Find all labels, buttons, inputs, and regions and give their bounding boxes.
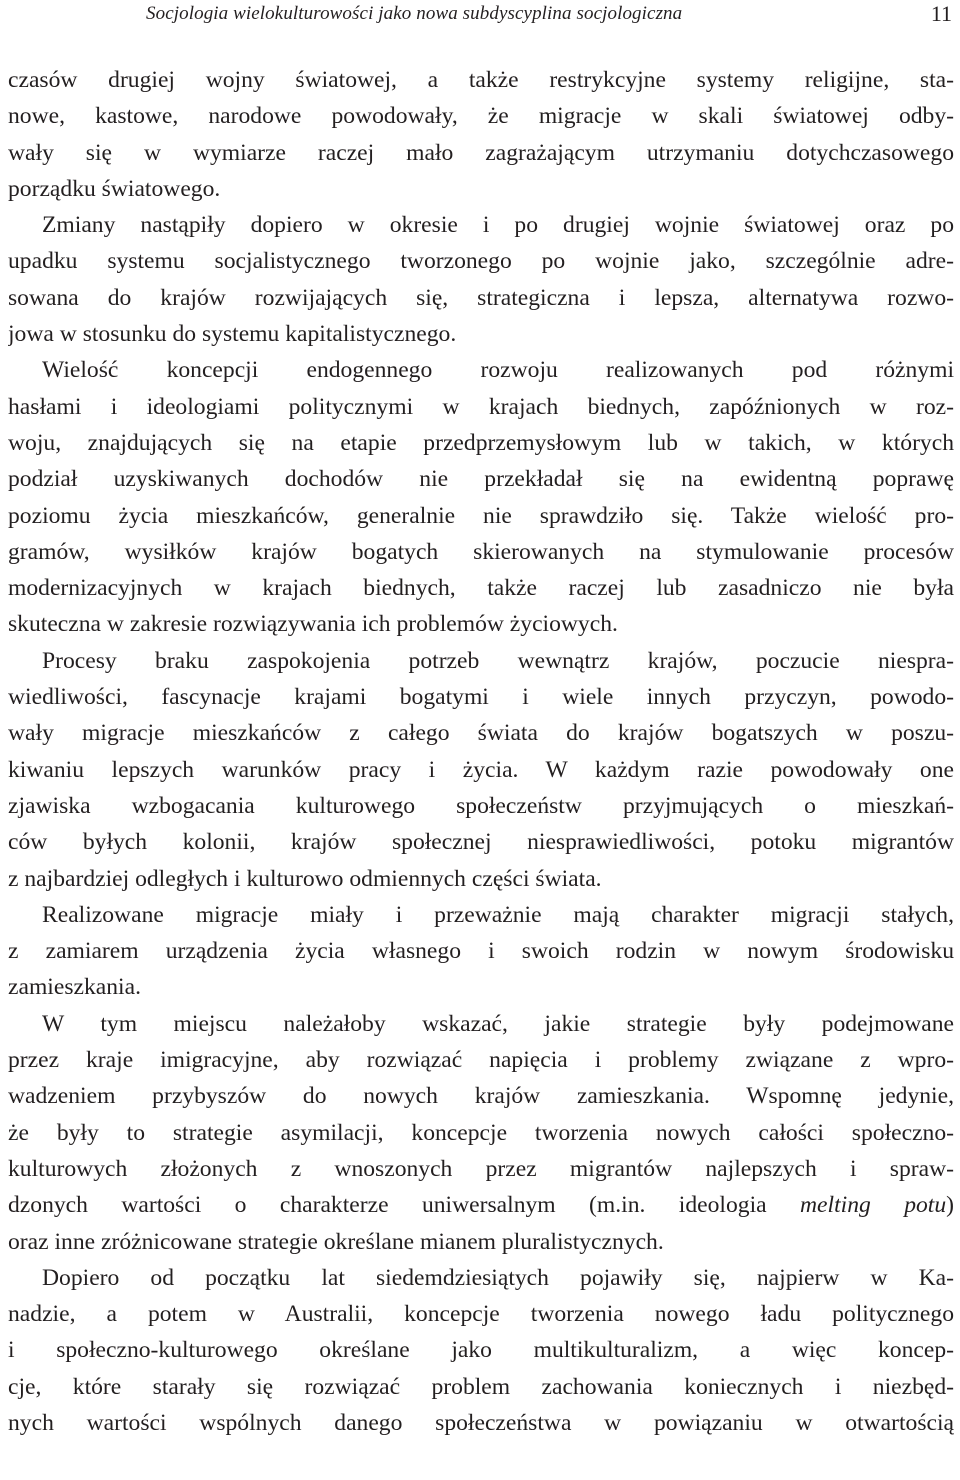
page-number: 11 bbox=[930, 1, 952, 26]
text-line: z zamiarem urządzenia życia własnego i swoich rodzin w nowym środowisku bbox=[8, 938, 954, 965]
italic-term: melting potu bbox=[800, 1192, 947, 1219]
text-line: wiedliwości, fascynacje krajami bogatymi i wiele innych przyczyn, powodo- bbox=[8, 684, 954, 711]
text-line: gramów, wysiłków krajów bogatych skierowanych na stymulowanie procesów bbox=[8, 538, 954, 565]
text-line: zjawiska wzbogacania kulturowego społeczeństw przyjmujących o mieszkań- bbox=[8, 792, 954, 819]
text-line: nowe, kastowe, narodowe powodowały, że migracje w skali światowej odby- bbox=[8, 103, 954, 130]
text-line: woju, znajdujących się na etapie przedprzemysłowym lub w takich, w których bbox=[8, 429, 954, 456]
body-text bbox=[8, 62, 954, 1441]
text-segment: dzonych wartości o charakterze uniwersalnym (m.in. ideologia bbox=[8, 1192, 801, 1219]
text-line: wały migracje mieszkańców z całego świata do krajów bogatszych w poszu- bbox=[8, 720, 954, 747]
text-line: oraz inne zróżnicowane strategie określane mianem pluralistycznych. bbox=[8, 1228, 664, 1255]
text-line: nadzie, a potem w Australii, koncepcje tworzenia nowego ładu politycznego bbox=[8, 1301, 954, 1328]
text-line: poziomu życia mieszkańców, generalnie nie sprawdziło się. Także wielość pro- bbox=[8, 502, 954, 529]
text-line: W tym miejscu należałoby wskazać, jakie strategie były podejmowane bbox=[42, 1010, 954, 1037]
text-line: kiwaniu lepszych warunków pracy i życia. W każdym razie powodowały one bbox=[8, 756, 954, 783]
text-line: Procesy braku zaspokojenia potrzeb wewnątrz krajów, poczucie niespra- bbox=[42, 647, 954, 674]
text-line: wały się w wymiarze raczej mało zagrażającym utrzymaniu dotychczasowego bbox=[8, 139, 954, 166]
text-line: hasłami i ideologiami politycznymi w krajach biednych, zapóźnionych w roz- bbox=[8, 393, 954, 420]
text-line-mixed bbox=[8, 1187, 954, 1223]
text-line: że były to strategie asymilacji, koncepcje tworzenia nowych całości społeczno- bbox=[8, 1119, 954, 1146]
text-line: czasów drugiej wojny światowej, a także restrykcyjne systemy religijne, sta- bbox=[8, 67, 954, 93]
text-line: cje, które starały się rozwiązać problem zachowania koniecznych i niezbęd- bbox=[8, 1373, 954, 1400]
text-line: ców byłych kolonii, krajów społecznej niesprawiedliwości, potoku migrantów bbox=[8, 829, 954, 856]
text-line: Dopiero od początku lat siedemdziesiątych pojawiły się, najpierw w Ka- bbox=[42, 1264, 954, 1291]
text-line: podział uzyskiwanych dochodów nie przekładał się na ewidentną poprawę bbox=[8, 466, 954, 493]
text-line: Zmiany nastąpiły dopiero w okresie i po drugiej wojnie światowej oraz po bbox=[42, 212, 954, 239]
text-line: Wielość koncepcji endogennego rozwoju realizowanych pod różnymi bbox=[42, 357, 954, 384]
text-line: skuteczna w zakresie rozwiązywania ich problemów życiowych. bbox=[8, 611, 618, 638]
text-line: wadzeniem przybyszów do nowych krajów zamieszkania. Wspomnę jedynie, bbox=[8, 1083, 954, 1110]
text-line: przez kraje imigracyjne, aby rozwiązać napięcia i problemy związane z wpro- bbox=[8, 1047, 954, 1074]
text-line: Realizowane migracje miały i przeważnie mają charakter migracji stałych, bbox=[42, 901, 954, 928]
text-line: sowana do krajów rozwijających się, strategiczna i lepsza, alternatywa rozwo- bbox=[8, 284, 954, 311]
text-line: modernizacyjnych w krajach biednych, także raczej lub zasadniczo nie była bbox=[8, 575, 954, 602]
text-segment: ) bbox=[946, 1192, 954, 1219]
text-line: z najbardziej odległych i kulturowo odmiennych części świata. bbox=[8, 865, 602, 892]
running-title: Socjologia wielokulturowości jako nowa subdyscyplina socjologiczna bbox=[146, 3, 683, 24]
text-line: nych wartości wspólnych danego społeczeństwa w powiązaniu w otwartością bbox=[8, 1409, 954, 1436]
text-line: porządku światowego. bbox=[8, 175, 221, 202]
text-line: kulturowych złożonych z wnoszonych przez migrantów najlepszych i spraw- bbox=[8, 1155, 954, 1182]
text-line: upadku systemu socjalistycznego tworzonego po wojnie jako, szczególnie adre- bbox=[8, 248, 954, 275]
text-line: i społeczno-kulturowego określane jako multikulturalizm, a więc koncep- bbox=[8, 1337, 954, 1364]
running-header bbox=[0, 0, 960, 30]
text-line: jowa w stosunku do systemu kapitalistycznego. bbox=[8, 321, 457, 348]
text-line: zamieszkania. bbox=[8, 974, 141, 1001]
